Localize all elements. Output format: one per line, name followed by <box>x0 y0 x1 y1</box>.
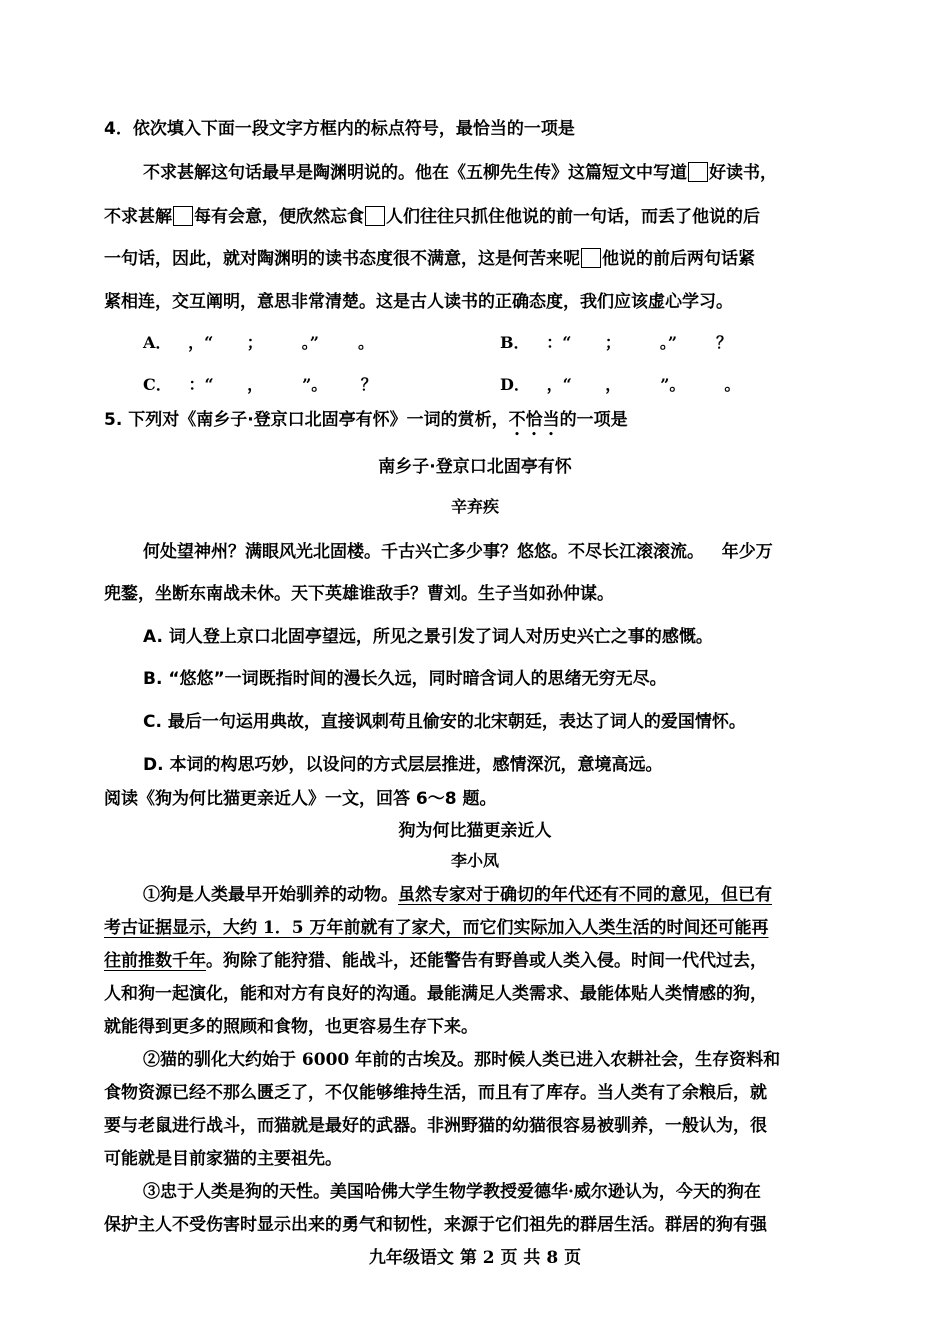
article-p1-line-1 <box>143 880 772 905</box>
q4-paragraph-line-1 <box>143 158 777 183</box>
q4-option-d: D． ，“ ， ”。 。 <box>500 375 741 394</box>
q5-stem <box>104 405 628 440</box>
q4-option-a: A． ，“ ； 。” 。 <box>143 333 374 352</box>
q4-stem: 4．依次填入下面一段文字方框内的标点符号，最恰当的一项是 <box>104 119 575 139</box>
poem-line-1: 何处望神州？满眼风光北固楼。千古兴亡多少事？悠悠。不尽长江滚滚流。 年少万 <box>143 542 773 562</box>
answer-box-1 <box>688 162 708 182</box>
article-p1-line-5: 就能得到更多的照顾和食物，也更容易生存下来。 <box>104 1017 478 1037</box>
article-p3-line-2: 保护主人不受伤害时显示出来的勇气和韧性，来源于它们祖先的群居生活。群居的狗有强 <box>104 1215 767 1235</box>
q4-text: 好读书， <box>709 163 777 183</box>
q5-stem-text: 的一项是 <box>559 410 628 430</box>
article-title: 狗为何比猫更亲近人 <box>398 821 552 841</box>
q5-option-a: A. 词人登上京口北固亭望远，所见之景引发了词人对历史兴亡之事的感慨。 <box>143 627 713 647</box>
q4-option-c: C． ：“ ， ”。 ？ <box>143 375 377 394</box>
poem-line-2: 兜鍪，坐断东南战未休。天下英雄谁敌手？曹刘。生子当如孙仲谋。 <box>104 584 614 604</box>
q5-option-d: D. 本词的构思巧妙，以设问的方式层层推进，感情深沉，意境高远。 <box>143 755 663 775</box>
q4-option-b: B． ：“ ； 。” ？ <box>500 333 733 352</box>
answer-box-2 <box>173 206 193 226</box>
article-p2-line-1: ②猫的驯化大约始于 6000 年前的古埃及。那时候人类已进入农耕社会，生存资料和 <box>143 1050 781 1070</box>
q5-option-c: C. 最后一句运用典故，直接讽刺苟且偷安的北宋朝廷，表达了词人的爱国情怀。 <box>143 712 746 732</box>
answer-box-4 <box>581 248 601 268</box>
article-p2-line-2: 食物资源已经不那么匮乏了，不仅能够维持生活，而且有了库存。当人类有了余粮后，就 <box>104 1083 767 1103</box>
q5-stem-text: 5. 下列对《南乡子·登京口北固亭有怀》一词的赏析， <box>104 410 509 430</box>
article-author: 李小凤 <box>450 851 499 870</box>
q4-paragraph-line-4: 紧相连，交互阐明，意思非常清楚。这是古人读书的正确态度，我们应该虚心学习。 <box>104 292 733 312</box>
answer-box-3 <box>365 206 385 226</box>
article-p3-line-1: ③忠于人类是狗的天性。美国哈佛大学生物学教授爱德华·威尔逊认为，今天的狗在 <box>143 1182 761 1202</box>
article-p1-line-3 <box>104 946 767 971</box>
q5-stem-emphasis: 不恰当 <box>508 410 560 430</box>
article-p2-line-4: 可能就是目前家猫的主要祖先。 <box>104 1149 342 1169</box>
article-p1-line-2 <box>104 913 769 938</box>
q4-paragraph-line-3 <box>104 244 755 269</box>
underlined-text: 往前推数千年 <box>104 951 206 971</box>
article-text: 。狗除了能狩猎、能战斗，还能警告有野兽或人类入侵。时间一代代过去， <box>206 951 767 971</box>
q4-text: 每有会意，便欣然忘食 <box>194 207 364 227</box>
underlined-text: 虽然专家对于确切的年代还有不同的意见，但已有 <box>398 885 772 905</box>
poem-author: 辛弃疾 <box>450 497 499 516</box>
q4-text: 他说的前后两句话紧 <box>602 249 755 269</box>
q4-text: 不求甚解这句话最早是陶渊明说的。他在《五柳先生传》这篇短文中写道 <box>143 163 687 183</box>
q4-text: 一句话，因此，就对陶渊明的读书态度很不满意，这是何苦来呢 <box>104 249 580 269</box>
underlined-text: 考古证据显示，大约 1．5 万年前就有了家犬，而它们实际加入人类生活的时间还可能再 <box>104 918 769 938</box>
poem-title: 南乡子·登京口北固亭有怀 <box>378 457 572 477</box>
q4-text: 人们往往只抓住他说的前一句话，而丢了他说的后 <box>386 207 760 227</box>
q4-text: 不求甚解 <box>104 207 172 227</box>
article-p1-line-4: 人和狗一起演化，能和对方有良好的沟通。最能满足人类需求、最能体贴人类情感的狗， <box>104 984 767 1004</box>
article-p2-line-3: 要与老鼠进行战斗，而猫就是最好的武器。非洲野猫的幼猫很容易被驯养，一般认为，很 <box>104 1116 767 1136</box>
article-text: ①狗是人类最早开始驯养的动物。 <box>143 885 398 905</box>
q4-paragraph-line-2 <box>104 202 760 227</box>
reading-intro: 阅读《狗为何比猫更亲近人》一文，回答 6～8 题。 <box>104 789 497 809</box>
page-footer: 九年级语文 第 2 页 共 8 页 <box>368 1248 582 1268</box>
q5-option-b: B. “悠悠”一词既指时间的漫长久远，同时暗含词人的思绪无穷无尽。 <box>143 669 667 689</box>
